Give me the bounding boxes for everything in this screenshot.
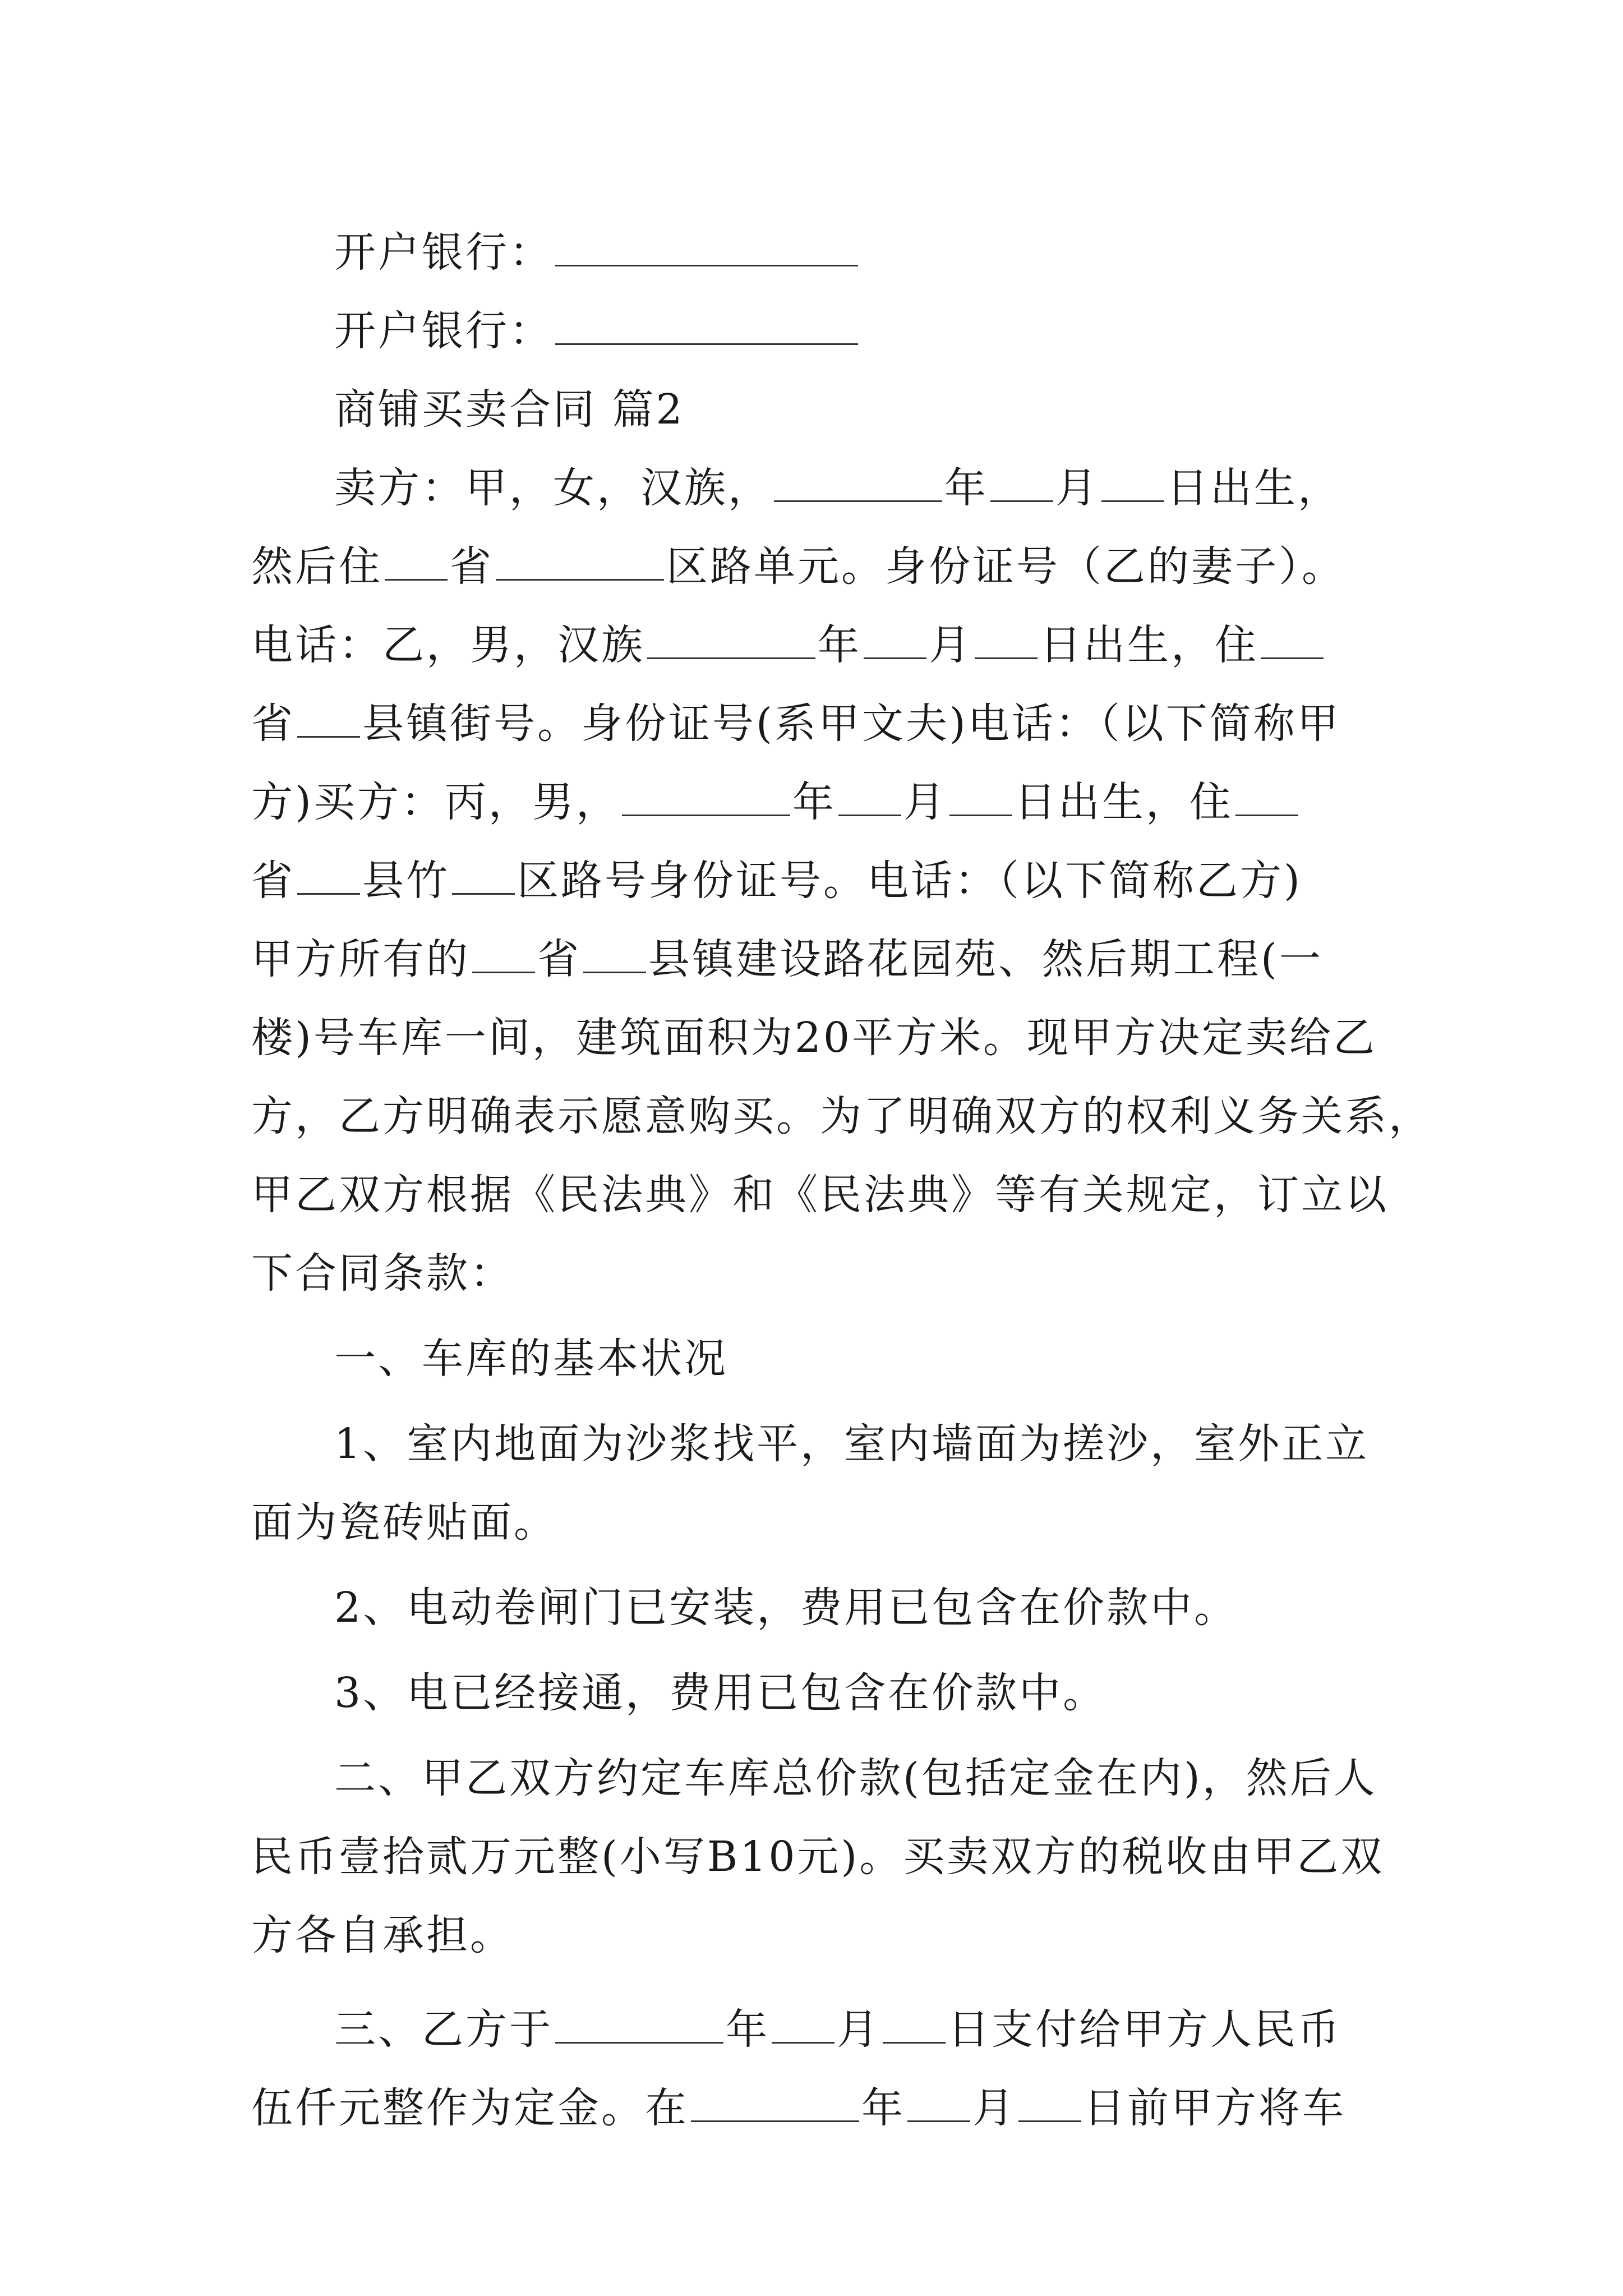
blank-field — [647, 623, 815, 659]
blank-field — [772, 2007, 834, 2044]
blank-field — [949, 780, 1012, 816]
text: 卖方：甲，女，汉族， — [334, 464, 772, 512]
text: 省 — [537, 935, 581, 983]
blank-field — [838, 780, 901, 816]
blank-field — [864, 623, 926, 659]
blank-field — [452, 858, 515, 895]
text: 省 — [450, 542, 494, 591]
paragraph-line: 二、甲乙双方约定车库总价款(包括定金在内)，然后人 — [334, 1754, 1377, 1802]
blank-field — [555, 2007, 723, 2044]
text: 然后住 — [251, 542, 382, 591]
text: 县竹 — [362, 857, 450, 905]
paragraph-line: 面为瓷砖贴面。 — [251, 1498, 557, 1547]
blank-field — [583, 937, 646, 973]
text: 年 — [792, 778, 836, 826]
paragraph-line — [251, 920, 1373, 999]
blank-field — [555, 309, 858, 345]
section-title: 一、车库的基本状况 — [334, 1335, 728, 1383]
text: 月 — [903, 778, 947, 826]
paragraph-line — [251, 684, 1373, 763]
blank-field — [975, 623, 1038, 659]
blank-field — [297, 858, 360, 895]
text: 年 — [861, 2084, 905, 2132]
text: 日出生，住 — [1040, 621, 1258, 669]
text: 月 — [1055, 464, 1099, 512]
text: 区路号身份证号。电话：（以下简称乙方) — [517, 857, 1302, 905]
text: 日出生， — [1166, 464, 1341, 512]
blank-field — [883, 2007, 946, 2044]
paragraph-line: 方，乙方明确表示愿意购买。为了明确双方的权利义务关系， — [251, 1092, 1432, 1140]
blank-field — [691, 2086, 859, 2122]
paragraph-line — [251, 606, 1373, 684]
document-body — [251, 213, 1432, 2147]
text: 县镇街号。身份证号(系甲文夫)电话：（以下简称甲 — [362, 700, 1341, 748]
paragraph-line — [251, 527, 1373, 606]
bank-label: 开户银行： — [334, 307, 553, 355]
paragraph-line — [251, 2069, 1373, 2147]
text: 伍仟元整作为定金。在 — [251, 2084, 689, 2132]
blank-field — [622, 780, 790, 816]
blank-field — [555, 230, 858, 266]
blank-field — [1018, 2086, 1081, 2122]
text: 年 — [818, 621, 861, 669]
blank-field — [1101, 466, 1164, 502]
blank-field — [990, 466, 1053, 502]
section-heading: 商铺买卖合同 篇2 — [334, 385, 685, 434]
text: 电话：乙，男，汉族 — [251, 621, 645, 669]
text: 月 — [837, 2005, 880, 2054]
blank-field — [297, 701, 360, 738]
text: 县镇建设路花园苑、然后期工程(一 — [648, 935, 1323, 983]
paragraph-line: 楼)号车库一间，建筑面积为20平方米。现甲方决定卖给乙 — [251, 1014, 1377, 1062]
blank-field — [907, 2086, 970, 2122]
text: 方)买方：丙，男， — [251, 778, 620, 826]
text: 日前甲方将车 — [1083, 2084, 1346, 2132]
text: 日支付给甲方人民币 — [948, 2005, 1341, 2054]
text: 年 — [944, 464, 988, 512]
paragraph-line — [251, 763, 1373, 841]
bank-line-2 — [251, 292, 1373, 370]
text: 区路单元。身份证号（乙的妻子）。 — [666, 542, 1345, 591]
paragraph-line: 1、室内地面为沙浆找平，室内墙面为搓沙，室外正立 — [334, 1420, 1370, 1468]
blank-field — [1235, 780, 1298, 816]
blank-field — [472, 937, 535, 973]
text: 三、乙方于 — [334, 2005, 553, 2054]
blank-field — [774, 466, 942, 502]
paragraph-line: 方各自承担。 — [251, 1911, 514, 1959]
text: 月 — [972, 2084, 1016, 2132]
blank-field — [496, 544, 664, 581]
bank-line-1 — [251, 213, 1373, 292]
blank-field — [1261, 623, 1324, 659]
text: 日出生，住 — [1014, 778, 1233, 826]
paragraph-line — [251, 1990, 1373, 2069]
paragraph-line: 民币壹拾贰万元整(小写B10元)。买卖双方的税收由甲乙双 — [251, 1833, 1385, 1881]
paragraph-line: 3、电已经接通，费用已包含在价款中。 — [334, 1669, 1107, 1717]
bank-label: 开户银行： — [334, 228, 553, 277]
text: 年 — [726, 2005, 769, 2054]
text: 省 — [251, 700, 295, 748]
paragraph-line: 2、电动卷闸门已安装，费用已包含在价款中。 — [334, 1584, 1238, 1632]
text: 月 — [929, 621, 972, 669]
paragraph-line: 甲乙双方根据《民法典》和《民法典》等有关规定，订立以 — [251, 1171, 1389, 1219]
paragraph-line — [251, 841, 1373, 920]
blank-field — [385, 544, 448, 581]
paragraph-line: 下合同条款： — [251, 1249, 514, 1297]
text: 省 — [251, 857, 295, 905]
text: 甲方所有的 — [251, 935, 470, 983]
paragraph-line — [251, 449, 1373, 527]
